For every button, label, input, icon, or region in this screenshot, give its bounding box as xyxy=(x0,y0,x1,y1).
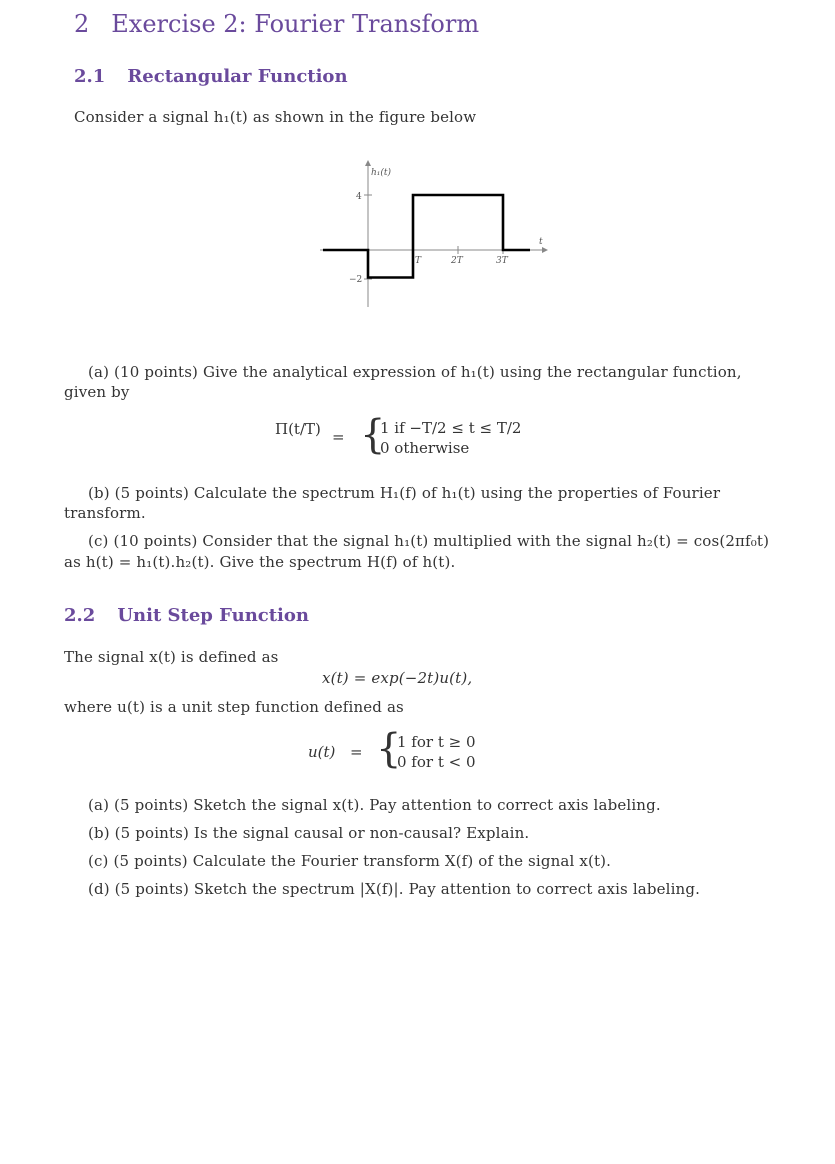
where-text: where u(t) is a unit step function defined as xyxy=(64,698,404,716)
x-equation: x(t) = exp(−2t)u(t), xyxy=(322,669,473,687)
question-2-2-b: (b) (5 points) Is the signal causal or non-causal? Explain. xyxy=(88,824,530,842)
question-a-line2: given by xyxy=(64,383,130,401)
y-axis-arrow xyxy=(365,160,371,166)
x-tick-label-T: T xyxy=(415,256,422,266)
equals-sign: = xyxy=(350,743,363,761)
subsection-title: Rectangular Function xyxy=(127,66,348,87)
x-tick-label-3T: 3T xyxy=(496,256,508,266)
subsection-title: Unit Step Function xyxy=(117,605,309,626)
intro-text: Consider a signal h₁(t) as shown in the figure below xyxy=(74,108,477,126)
equals-sign: = xyxy=(332,428,345,446)
section-title: Exercise 2: Fourier Transform xyxy=(111,10,480,38)
x-tick-label-2T: 2T xyxy=(451,256,463,266)
unit-step-intro: The signal x(t) is defined as xyxy=(64,648,279,666)
question-a-line1: (a) (10 points) Give the analytical expression of h₁(t) using the rectangular function, xyxy=(88,363,742,381)
subsection-number: 2.2 xyxy=(64,605,96,626)
section-number: 2 xyxy=(74,10,90,38)
u-def-lhs: u(t) xyxy=(308,743,336,761)
y-tick-label-neg2: −2 xyxy=(349,275,363,285)
rect-case-2: 0 otherwise xyxy=(380,439,470,457)
subsection-heading-rectangular xyxy=(74,66,348,87)
left-brace: { xyxy=(360,412,386,458)
u-case-2: 0 for t < 0 xyxy=(397,753,476,771)
y-tick-label-4: 4 xyxy=(356,192,362,202)
u-def-cases xyxy=(397,732,476,772)
subsection-number: 2.1 xyxy=(74,66,106,87)
question-b-line2: transform. xyxy=(64,504,146,522)
u-case-1: 1 for t ≥ 0 xyxy=(397,733,476,751)
question-c-line2: as h(t) = h₁(t).h₂(t). Give the spectrum H(f) of h(t). xyxy=(64,553,456,571)
rect-def-cases xyxy=(380,418,521,458)
question-2-2-c: (c) (5 points) Calculate the Fourier transform X(f) of the signal x(t). xyxy=(88,852,612,870)
x-axis-label: t xyxy=(539,237,543,247)
left-brace: { xyxy=(376,726,402,772)
subsection-heading-unit-step xyxy=(64,605,309,626)
rect-case-1: 1 if −T/2 ≤ t ≤ T/2 xyxy=(380,419,522,437)
x-axis-arrow xyxy=(542,247,548,253)
y-axis-label: h₁(t) xyxy=(371,168,392,178)
section-heading xyxy=(74,10,479,38)
rect-def-lhs: Π(t/T) xyxy=(275,420,321,438)
question-c-line1: (c) (10 points) Consider that the signal h₁(t) multiplied with the signal h₂(t) = cos(2πf₀t) xyxy=(88,532,770,550)
question-2-2-d: (d) (5 points) Sketch the spectrum |X(f)|. Pay attention to correct axis labeling. xyxy=(88,880,701,898)
signal-figure xyxy=(300,155,560,315)
question-b-line1: (b) (5 points) Calculate the spectrum H₁(f) of h₁(t) using the properties of Fourier xyxy=(88,484,721,502)
question-2-2-a: (a) (5 points) Sketch the signal x(t). Pay attention to correct axis labeling. xyxy=(88,796,661,814)
